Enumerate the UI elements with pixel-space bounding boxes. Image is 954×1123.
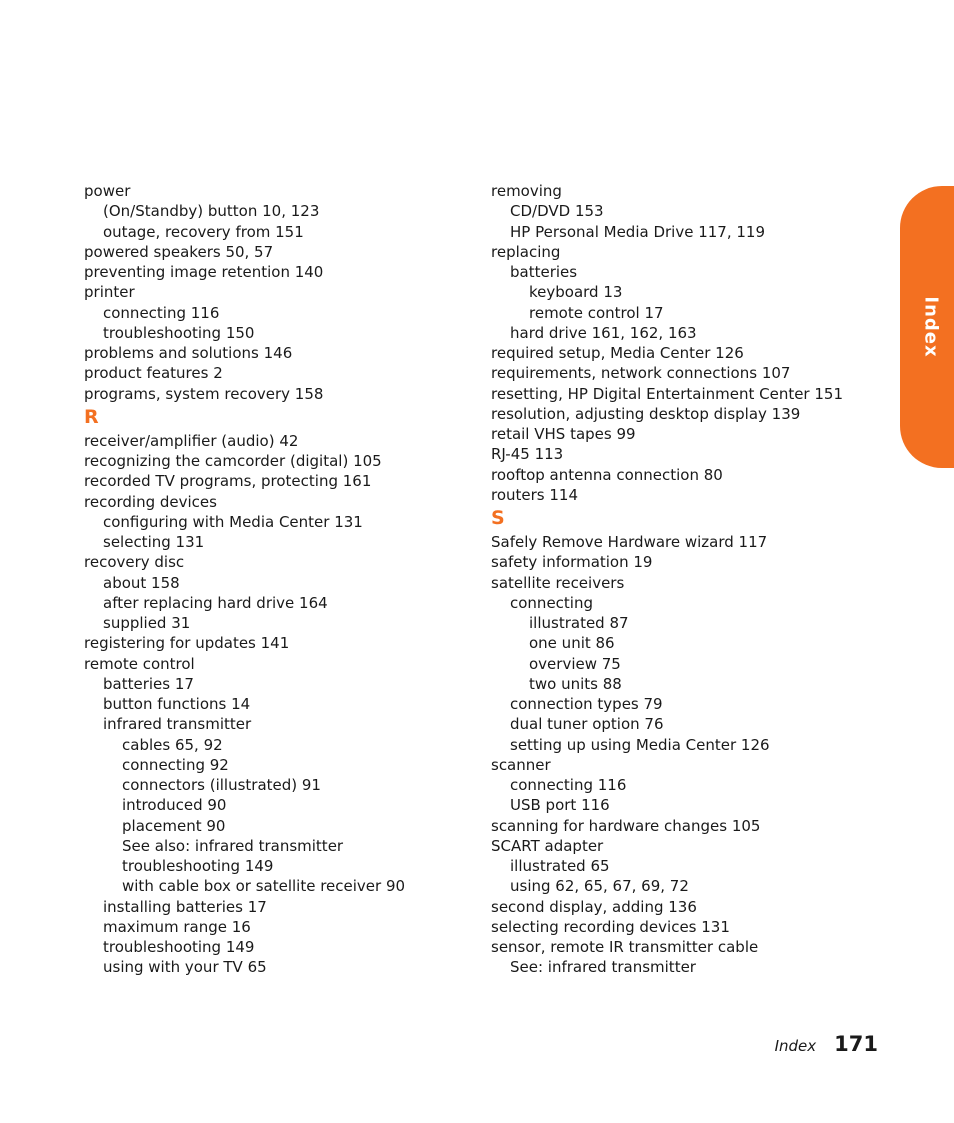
- index-subentry: remote control 17: [529, 303, 664, 322]
- index-subentry: introduced 90: [122, 796, 227, 815]
- index-subentry: keyboard 13: [529, 283, 623, 302]
- index-entry: safety information 19: [491, 553, 653, 572]
- index-subentry: with cable box or satellite receiver 90: [122, 877, 406, 896]
- index-subentry: batteries: [510, 263, 578, 281]
- index-subentry: connecting 92: [122, 755, 229, 774]
- index-column-right: [491, 181, 851, 978]
- index-subentry: CD/DVD 153: [510, 202, 604, 221]
- index-subentry: after replacing hard drive 164: [103, 593, 328, 612]
- index-subentry: connection types 79: [510, 695, 663, 713]
- index-subentry: configuring with Media Center 131: [103, 512, 363, 531]
- index-entry: scanner: [491, 755, 551, 774]
- index-entry: receiver/amplifier (audio) 42: [84, 431, 299, 450]
- index-subentry: button functions 14: [103, 695, 251, 713]
- index-entry: routers 114: [491, 485, 579, 504]
- index-entry: programs, system recovery 158: [84, 384, 324, 403]
- index-entry: removing: [491, 182, 562, 200]
- index-subentry: installing batteries 17: [103, 897, 267, 916]
- index-entry: requirements, network connections 107: [491, 364, 791, 383]
- index-subentry: cables 65, 92: [122, 735, 223, 754]
- index-entry: product features 2: [84, 364, 223, 383]
- index-subentry: connectors (illustrated) 91: [122, 776, 321, 794]
- index-entry: recognizing the camcorder (digital) 105: [84, 452, 382, 470]
- index-subentry: See also: infrared transmitter: [122, 836, 344, 855]
- index-letter-heading: R: [84, 405, 99, 428]
- index-subentry: using 62, 65, 67, 69, 72: [510, 877, 689, 896]
- index-subentry: illustrated 65: [510, 857, 610, 875]
- index-subentry: setting up using Media Center 126: [510, 735, 770, 754]
- index-entry: power: [84, 182, 131, 200]
- index-subentry: selecting 131: [103, 533, 205, 551]
- index-subentry: troubleshooting 149: [103, 938, 255, 956]
- index-subentry: USB port 116: [510, 796, 610, 815]
- index-subentry: overview 75: [529, 654, 621, 673]
- index-subentry: (On/Standby) button 10, 123: [103, 202, 320, 221]
- index-subentry: maximum range 16: [103, 917, 251, 936]
- index-entry: registering for updates 141: [84, 634, 290, 653]
- index-column-left: [84, 181, 484, 978]
- index-entry: SCART adapter: [491, 836, 604, 855]
- index-entry: RJ-45 113: [491, 445, 564, 464]
- footer-section-label: Index: [774, 1037, 817, 1055]
- index-entry: second display, adding 136: [491, 897, 697, 916]
- index-entry: retail VHS tapes 99: [491, 425, 636, 443]
- index-subentry: connecting: [510, 593, 593, 612]
- index-subentry: infrared transmitter: [103, 715, 252, 734]
- page-footer: [775, 1032, 878, 1056]
- index-entry: printer: [84, 283, 135, 302]
- index-entry: resetting, HP Digital Entertainment Center 151: [491, 384, 844, 403]
- index-subentry: outage, recovery from 151: [103, 222, 304, 241]
- index-subentry: See: infrared transmitter: [510, 958, 696, 977]
- index-entry: powered speakers 50, 57: [84, 242, 274, 261]
- index-entry: replacing: [491, 242, 561, 261]
- index-subentry: hard drive 161, 162, 163: [510, 323, 697, 342]
- index-subentry: using with your TV 65: [103, 958, 267, 977]
- index-subentry: troubleshooting 149: [122, 857, 274, 875]
- index-subentry: connecting 116: [510, 776, 627, 794]
- page-number: 171: [834, 1032, 878, 1056]
- index-entry: sensor, remote IR transmitter cable: [491, 938, 759, 956]
- index-entry: recovery disc: [84, 553, 185, 572]
- index-subentry: HP Personal Media Drive 117, 119: [510, 222, 765, 241]
- index-subentry: batteries 17: [103, 674, 194, 693]
- index-subentry: about 158: [103, 573, 180, 592]
- index-subentry: illustrated 87: [529, 614, 629, 632]
- index-subentry: supplied 31: [103, 614, 191, 632]
- index-subentry: troubleshooting 150: [103, 323, 255, 342]
- index-entry: remote control: [84, 654, 195, 673]
- index-entry: satellite receivers: [491, 573, 625, 592]
- index-subentry: dual tuner option 76: [510, 715, 664, 734]
- index-entry: Safely Remove Hardware wizard 117: [491, 533, 768, 551]
- index-entry: selecting recording devices 131: [491, 917, 730, 936]
- index-entry: recorded TV programs, protecting 161: [84, 472, 372, 491]
- index-subentry: placement 90: [122, 816, 226, 835]
- index-entry: preventing image retention 140: [84, 263, 324, 281]
- index-entry: scanning for hardware changes 105: [491, 816, 761, 835]
- section-tab-label: Index: [920, 296, 942, 358]
- index-entry: recording devices: [84, 492, 217, 511]
- index-entry: required setup, Media Center 126: [491, 344, 744, 362]
- index-entry: problems and solutions 146: [84, 344, 293, 362]
- index-subentry: two units 88: [529, 674, 622, 693]
- index-subentry: connecting 116: [103, 303, 220, 322]
- index-entry: rooftop antenna connection 80: [491, 465, 723, 484]
- index-subentry: one unit 86: [529, 634, 615, 653]
- index-entry: resolution, adjusting desktop display 139: [491, 404, 801, 423]
- index-letter-heading: S: [491, 507, 505, 529]
